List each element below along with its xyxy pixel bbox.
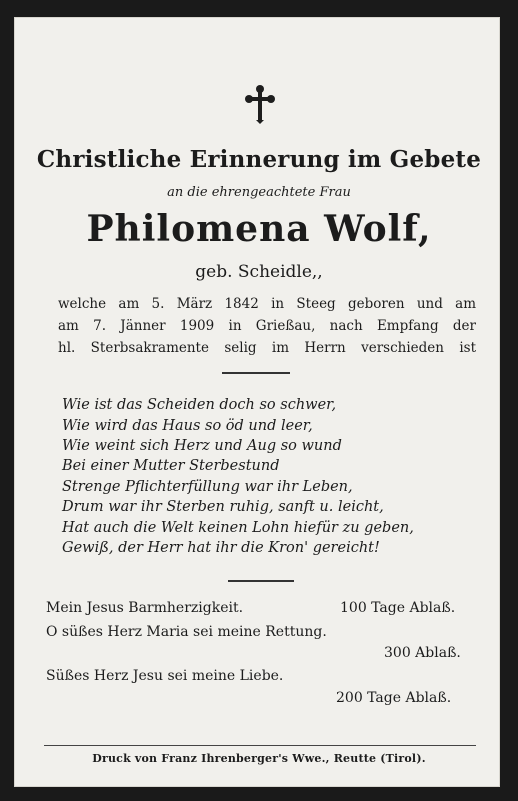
footer-rule	[44, 745, 476, 746]
verse-line: Strenge Pflichterfüllung war ihr Leben,	[62, 479, 353, 495]
intro-line: welche am 5. März 1842 in Steeg geboren und am	[58, 296, 476, 312]
intro-line: am 7. Jänner 1909 in Grießau, nach Empfang der	[58, 318, 476, 334]
indulgence-days: 100 Tage Ablaß.	[340, 600, 456, 616]
verse-line: Hat auch die Welt keinen Lohn hiefür zu geben,	[62, 520, 414, 536]
card-title: Christliche Erinnerung im Gebete	[36, 146, 482, 173]
indulgence-prayer: Mein Jesus Barmherzigkeit.	[46, 600, 244, 616]
verse-line: Wie wird das Haus so öd und leer,	[62, 418, 313, 434]
indulgence-days: 200 Tage Ablaß.	[336, 690, 452, 706]
verse-line: Drum war ihr Sterben ruhig, sanft u. leicht,	[62, 499, 384, 515]
dedication-line: an die ehrengeachtete Frau	[167, 185, 351, 200]
birth-name: geb. Scheidle,,	[195, 262, 323, 282]
divider	[228, 580, 294, 582]
indulgence-prayer: Süßes Herz Jesu sei meine Liebe.	[46, 668, 284, 684]
divider	[222, 372, 290, 374]
cross-icon	[245, 84, 275, 124]
indulgence-days: 300 Ablaß.	[384, 645, 461, 661]
verse-line: Bei einer Mutter Sterbestund	[62, 458, 280, 474]
verse-line: Wie ist das Scheiden doch so schwer,	[62, 397, 337, 413]
printer-imprint: Druck von Franz Ihrenberger's Wwe., Reutte (Tirol).	[92, 752, 426, 765]
deceased-name: Philomena Wolf,	[86, 208, 432, 250]
verse-line: Wie weint sich Herz und Aug so wund	[62, 438, 342, 454]
verse-line: Gewiß, der Herr hat ihr die Kron' gereicht!	[62, 540, 380, 556]
indulgence-prayer: O süßes Herz Maria sei meine Rettung.	[46, 624, 327, 640]
intro-line: hl. Sterbsakramente selig im Herrn verschieden ist	[58, 340, 476, 356]
